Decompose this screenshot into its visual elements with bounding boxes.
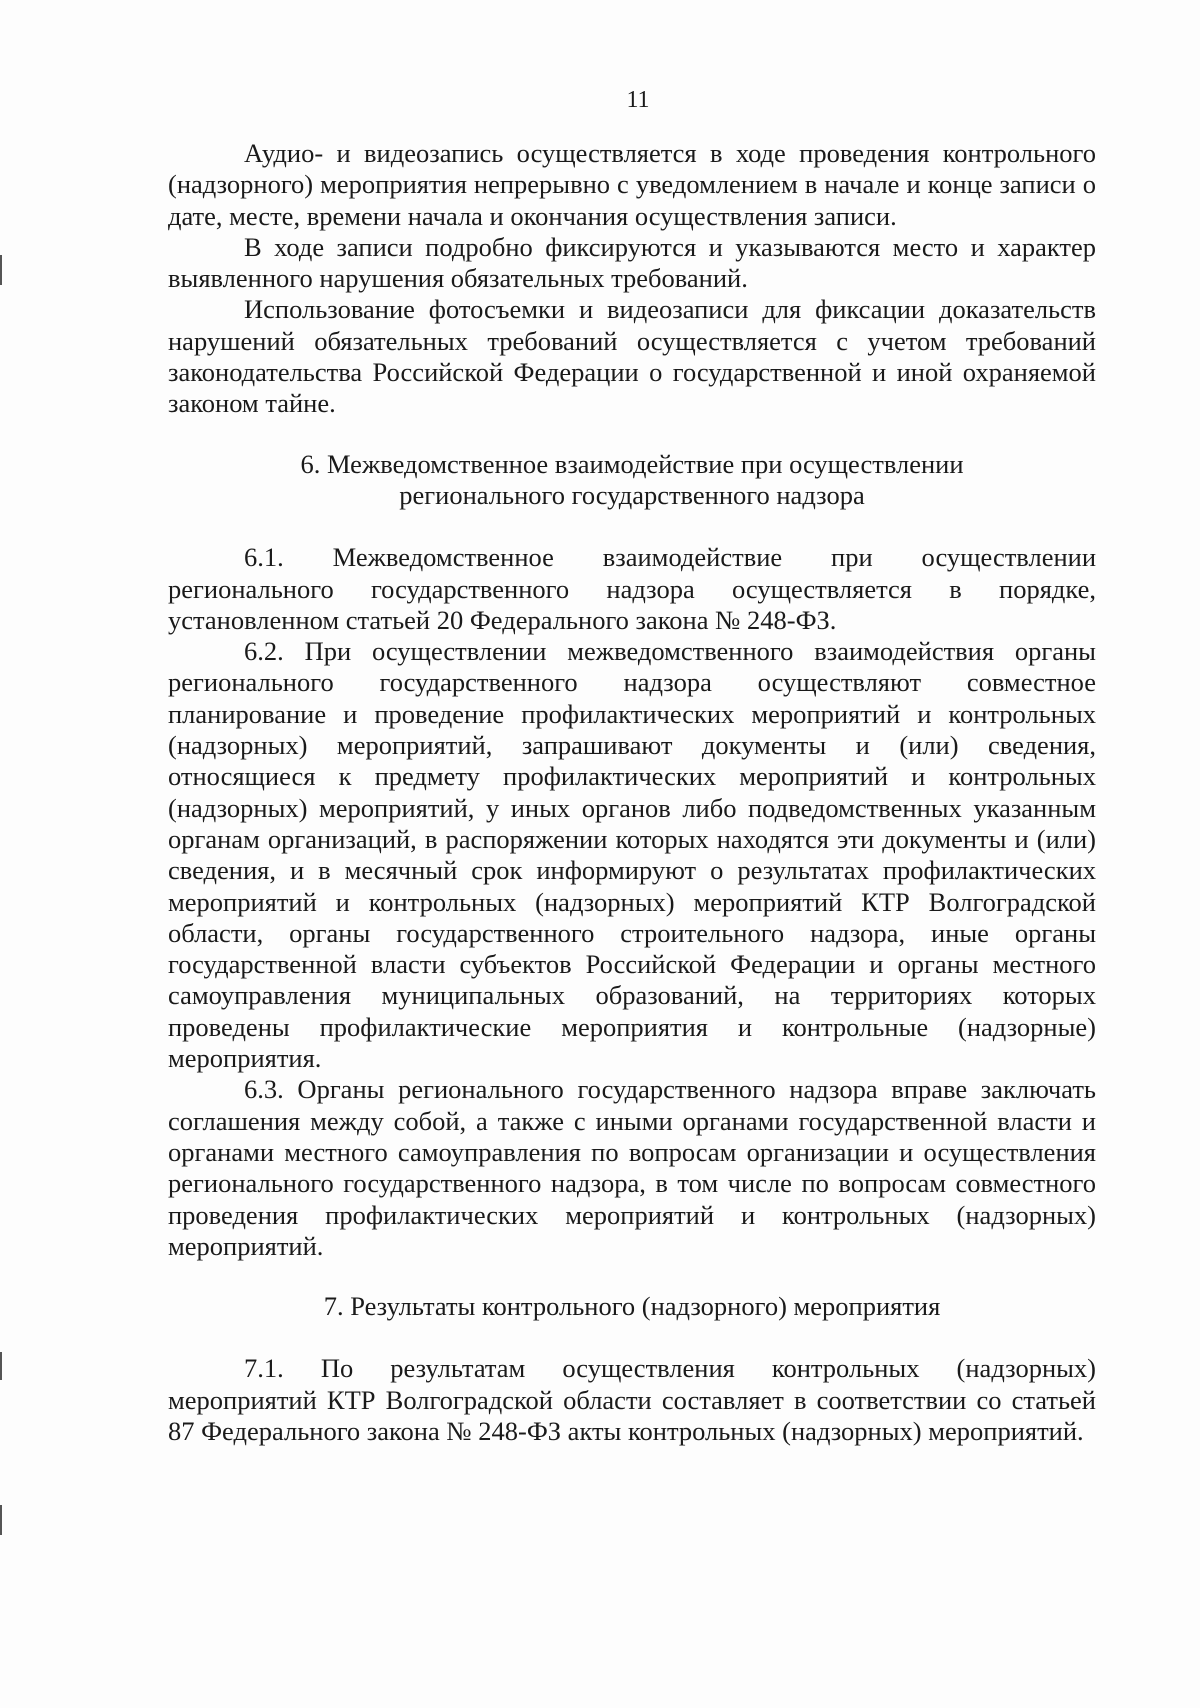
scan-edge-mark [0,1352,2,1380]
paragraph-6-2: 6.2. При осуществлении межведомственного взаимодействия органы регионального государственного надзора осуществляют совместное планирование и проведение профилактических мероприятий и контрольных (надзорных) мероприятий, запрашивают документы и (или) сведения, относящиеся к предмету профилактических мероприятий и контрольных (надзорных) мероприятий, у иных органов либо подведомственных указанным органам организаций, в распоряжении которых находятся эти документы и (или) сведения, и в месячный срок информируют о результатах профилактических мероприятий и контрольных (надзорных) мероприятий КТР Волгоградской области, органы государственного строительного надзора, иные органы государственной власти субъектов Российской Федерации и органы местного самоуправления муниципальных образований, на территориях которых проведены профилактические мероприятия и контрольные (надзорные) мероприятия. [168,636,1096,1074]
paragraph-6-1: 6.1. Межведомственное взаимодействие при осуществлении регионального государственного надзора осуществляется в порядке, установленном статьей 20 Федерального закона № 248-ФЗ. [168,542,1096,635]
paragraph-photo-video-evidence: Использование фотосъемки и видеозаписи для фиксации доказательств нарушений обязательных требований осуществляется с учетом требований законодательства Российской Федерации о государственной и иной охраняемой законом тайне. [168,294,1096,419]
document-body [168,138,1096,1447]
section-6-heading-line-2: регионального государственного надзора [399,479,865,510]
paragraph-6-3: 6.3. Органы регионального государственного надзора вправе заключать соглашения между собой, а также с иными органами государственной власти и органами местного самоуправления по вопросам организации и осуществления регионального государственного надзора, в том числе по вопросам совместного проведения профилактических мероприятий и контрольных (надзорных) мероприятий. [168,1074,1096,1261]
section-6-heading-line-1: 6. Межведомственное взаимодействие при осуществлении [300,448,964,479]
scan-edge-mark [0,1505,2,1535]
paragraph-recording-details: В ходе записи подробно фиксируются и указываются место и характер выявленного нарушения обязательных требований. [168,231,1096,294]
scan-edge-mark [0,255,2,285]
page-number: 11 [626,87,650,113]
section-7-heading: 7. Результаты контрольного (надзорного) мероприятия [323,1291,941,1322]
paragraph-audio-video-recording: Аудио- и видеозапись осуществляется в ходе проведения контрольного (надзорного) мероприятия непрерывно с уведомлением в начале и конце записи о дате, месте, времени начала и окончания осуществления записи. [168,138,1096,231]
paragraph-7-1: 7.1. По результатам осуществления контрольных (надзорных) мероприятий КТР Волгоградской области составляет в соответствии со статьей 87 Федерального закона № 248-ФЗ акты контрольных (надзорных) мероприятий. [168,1353,1096,1446]
section-6-heading [168,449,1096,512]
